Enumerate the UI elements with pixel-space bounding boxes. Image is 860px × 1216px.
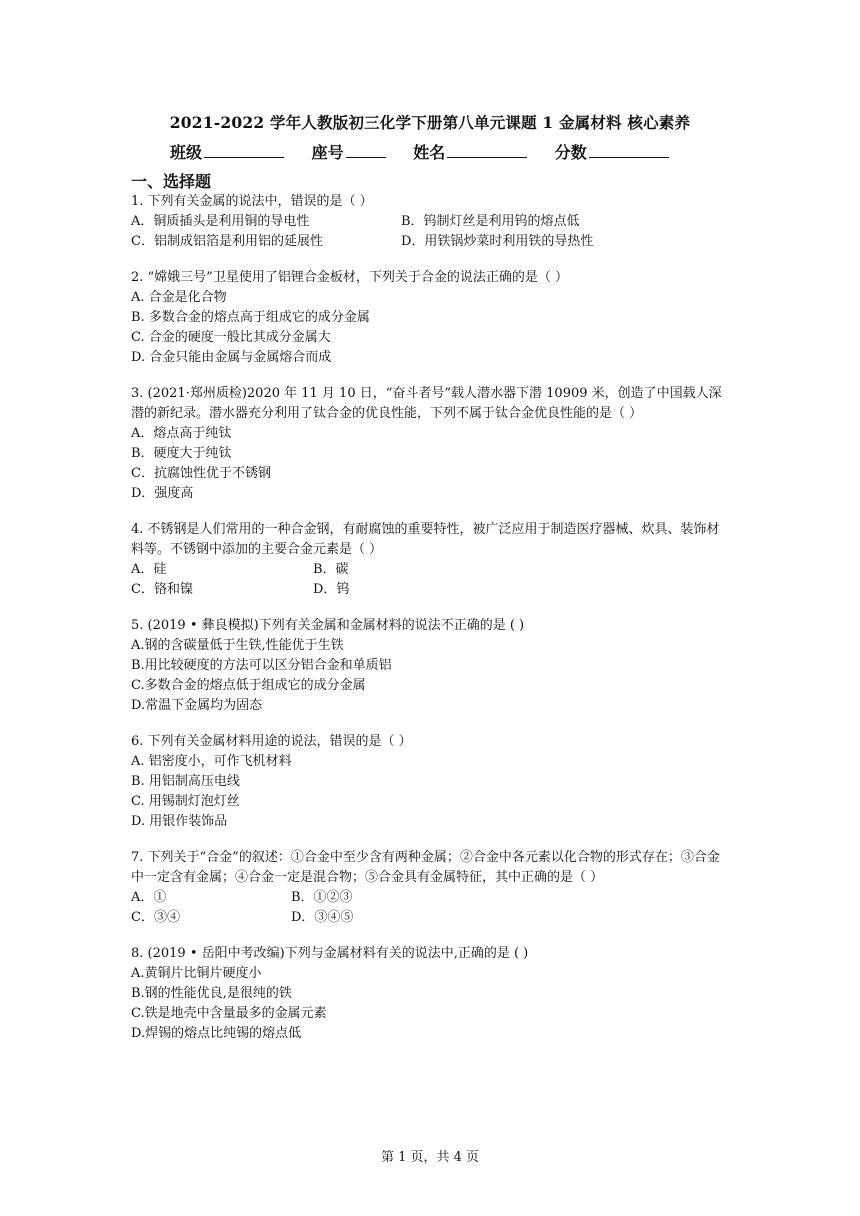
option-d: D．钨 xyxy=(313,582,350,597)
score-blank xyxy=(589,143,669,158)
question-7 xyxy=(131,848,731,928)
question-stem: 5. (2019 • 彝良模拟)下列有关金属和金属材料的说法不正确的是 ( ) xyxy=(131,618,525,633)
option-a: A.钢的含碳量低于生铁,性能优于生铁 xyxy=(131,638,344,653)
question-stem: 8. (2019 • 岳阳中考改编)下列与金属材料有关的说法中,正确的是 ( ) xyxy=(131,946,529,961)
option-b: B. 用铝制高压电线 xyxy=(131,774,240,789)
option-d: D. 用银作装饰品 xyxy=(131,814,228,829)
option-c: C.多数合金的熔点低于组成它的成分金属 xyxy=(131,678,366,693)
seat-blank xyxy=(346,143,386,158)
option-row xyxy=(131,232,731,252)
page-number: 第 1 页，共 4 页 xyxy=(380,1150,480,1165)
option-b: B.用比较硬度的方法可以区分铝合金和单质铝 xyxy=(131,658,392,673)
score-label: 分数 xyxy=(554,143,587,162)
option-d: D．③④⑤ xyxy=(291,910,354,925)
option-c: C．铝制成铝箔是利用铝的延展性 xyxy=(131,234,323,249)
question-5 xyxy=(131,616,731,716)
question-stem: 7. 下列关于“合金”的叙述：①合金中至少含有两种金属；②合金中各元素以化合物的形式存在；③合金中一定含有金属；④合金一定是混合物；⑤合金具有金属特征，其中正确的是（ ） xyxy=(131,850,720,885)
option-row xyxy=(131,908,731,928)
option-b: B．钨制灯丝是利用钨的熔点低 xyxy=(401,214,580,229)
option-a: A．铜质插头是利用铜的导电性 xyxy=(131,214,310,229)
score-field xyxy=(555,140,669,163)
name-blank xyxy=(447,143,527,158)
question-list xyxy=(131,192,731,1060)
option-b: B.钢的性能优良,是很纯的铁 xyxy=(131,986,292,1001)
question-stem: 6. 下列有关金属材料用途的说法，错误的是（ ） xyxy=(131,734,412,749)
class-blank xyxy=(204,143,284,158)
option-a: A.黄铜片比铜片硬度小 xyxy=(131,966,262,981)
question-stem: 1. 下列有关金属的说法中，错误的是（ ） xyxy=(131,194,373,209)
option-d: D. 合金只能由金属与金属熔合而成 xyxy=(131,350,332,365)
option-b: B. 多数合金的熔点高于组成它的成分金属 xyxy=(131,310,370,325)
question-stem: 4. 不锈钢是人们常用的一种合金钢，有耐腐蚀的重要特性，被广泛应用于制造医疗器械、炊具、装饰材料等。不锈钢中添加的主要合金元素是（ ） xyxy=(131,522,720,557)
option-b: B．碳 xyxy=(313,562,349,577)
question-4 xyxy=(131,520,731,600)
question-3 xyxy=(131,384,731,504)
section-title: 一、选择题 xyxy=(131,172,212,191)
option-b: B．硬度大于纯钛 xyxy=(131,446,232,461)
question-1 xyxy=(131,192,731,252)
option-row xyxy=(131,888,731,908)
option-row xyxy=(131,580,731,600)
option-d: D.焊锡的熔点比纯锡的熔点低 xyxy=(131,1026,302,1041)
option-c: C．铬和镍 xyxy=(131,582,193,597)
option-row xyxy=(131,212,731,232)
option-a: A. 铝密度小，可作飞机材料 xyxy=(131,754,292,769)
option-d: D．强度高 xyxy=(131,486,194,501)
option-a: A．① xyxy=(131,890,167,905)
option-c: C. 用锡制灯泡灯丝 xyxy=(131,794,240,809)
name-label: 姓名 xyxy=(413,143,446,162)
option-c: C.铁是地壳中含量最多的金属元素 xyxy=(131,1006,327,1021)
class-label: 班级 xyxy=(170,143,203,162)
question-6 xyxy=(131,732,731,832)
option-row xyxy=(131,560,731,580)
option-c: C．抗腐蚀性优于不锈钢 xyxy=(131,466,271,481)
question-2 xyxy=(131,268,731,368)
student-info-line xyxy=(170,140,730,163)
option-d: D．用铁锅炒菜时利用铁的导热性 xyxy=(401,234,594,249)
page-title: 2021-2022 学年人教版初三化学下册第八单元课题 1 金属材料 核心素养 xyxy=(169,113,691,132)
option-a: A. 合金是化合物 xyxy=(131,290,227,305)
question-stem: 2. “嫦娥三号”卫星使用了铝锂合金板材，下列关于合金的说法正确的是（ ） xyxy=(131,270,568,285)
name-field xyxy=(413,140,527,163)
option-d: D.常温下金属均为固态 xyxy=(131,698,263,713)
question-8 xyxy=(131,944,731,1044)
option-b: B．①②③ xyxy=(291,890,353,905)
option-a: A．熔点高于纯钛 xyxy=(131,426,232,441)
seat-label: 座号 xyxy=(311,143,344,162)
option-c: C．③④ xyxy=(131,910,180,925)
option-a: A．硅 xyxy=(131,562,167,577)
seat-field xyxy=(312,140,386,163)
option-c: C. 合金的硬度一般比其成分金属大 xyxy=(131,330,331,345)
question-stem: 3. (2021·郑州质检)2020 年 11 月 10 日，“奋斗者号”载人潜水器下潜 10909 米，创造了中国载人深潜的新纪录。潜水器充分利用了钛合金的优良性能，下列不属于钛合金优良性能的是（ ） xyxy=(131,386,722,421)
class-field xyxy=(170,140,284,163)
